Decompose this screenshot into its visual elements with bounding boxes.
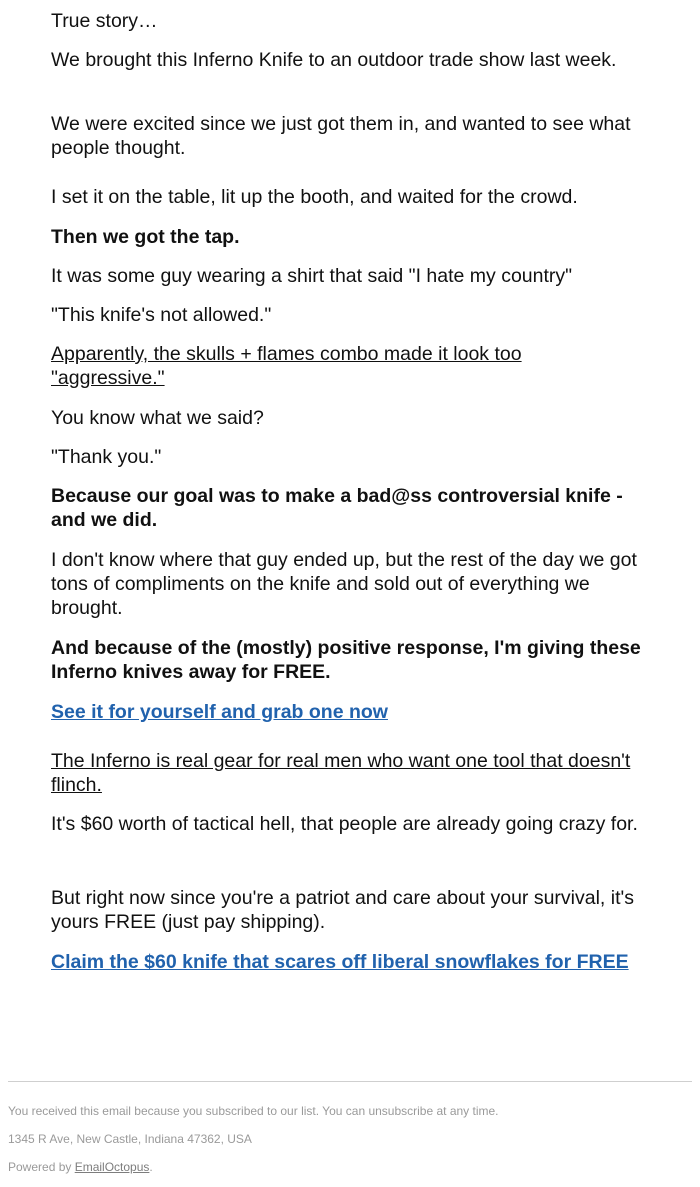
- paragraph-goal: Because our goal was to make a bad@ss controversial knife - and we did.: [51, 485, 623, 531]
- paragraph-compliments: I don't know where that guy ended up, but the rest of the day we got tons of compliments on the knife and sold out of everything we brought.: [51, 549, 637, 619]
- paragraph-tap: Then we got the tap.: [51, 226, 240, 248]
- paragraph-booth: I set it on the table, lit up the booth, and waited for the crowd.: [51, 186, 578, 208]
- footer-address: 1345 R Ave, New Castle, Indiana 47362, USA: [8, 1132, 252, 1146]
- paragraph-free-offer: And because of the (mostly) positive response, I'm giving these Inferno knives away for FREE.: [51, 637, 641, 683]
- footer-powered-by: [8, 1159, 692, 1175]
- footer-divider: [8, 1081, 692, 1082]
- footer-notice: You received this email because you subscribed to our list. You can unsubscribe at any time.: [8, 1104, 499, 1118]
- paragraph-intro: True story…: [51, 10, 158, 32]
- claim-knife-link[interactable]: Claim the $60 knife that scares off liberal snowflakes for FREE: [51, 951, 629, 973]
- paragraph-aggressive: Apparently, the skulls + flames combo made it look too "aggressive.": [51, 343, 522, 389]
- paragraph-tactical: It's $60 worth of tactical hell, that people are already going crazy for.: [51, 813, 638, 835]
- paragraph-excited: We were excited since we just got them in, and wanted to see what people thought.: [51, 113, 631, 159]
- see-it-link[interactable]: See it for yourself and grab one now: [51, 701, 388, 723]
- paragraph-thank-you: "Thank you.": [51, 446, 162, 468]
- paragraph-not-allowed: "This knife's not allowed.": [51, 304, 272, 326]
- paragraph-trade-show: We brought this Inferno Knife to an outdoor trade show last week.: [51, 49, 617, 71]
- paragraph-real-gear: The Inferno is real gear for real men who want one tool that doesn't flinch.: [51, 750, 631, 796]
- paragraph-patriot: But right now since you're a patriot and care about your survival, it's yours FREE (just pay shipping).: [51, 887, 634, 933]
- emailoctopus-link[interactable]: EmailOctopus: [74, 1160, 150, 1174]
- paragraph-what-we-said: You know what we said?: [51, 407, 264, 429]
- paragraph-shirt: It was some guy wearing a shirt that said "I hate my country": [51, 265, 573, 287]
- powered-by-prefix: Powered by: [8, 1160, 75, 1174]
- powered-by-suffix: .: [149, 1160, 153, 1174]
